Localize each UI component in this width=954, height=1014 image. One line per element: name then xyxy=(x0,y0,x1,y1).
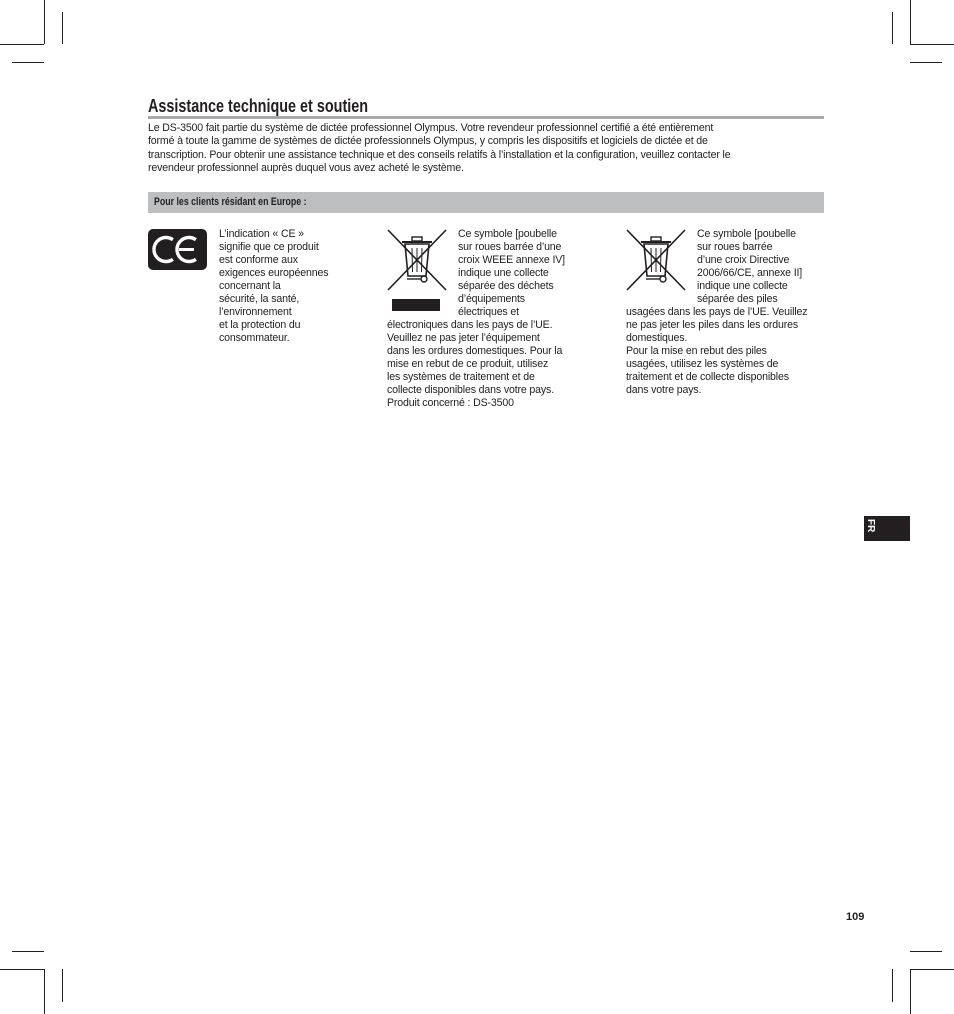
battery-crossed-out-bin-icon xyxy=(626,229,686,291)
crop-mark xyxy=(910,951,942,952)
crop-mark xyxy=(892,969,893,1002)
ce-line: concernant la xyxy=(219,280,281,292)
crop-mark xyxy=(910,44,954,45)
weee-line: croix WEEE annexe IV] xyxy=(458,254,565,266)
weee-line: sur roues barrée d’une xyxy=(458,241,562,253)
crop-mark xyxy=(910,0,911,44)
section-heading-band xyxy=(148,192,824,213)
weee-crossed-out-bin-icon xyxy=(387,229,447,291)
battery-line: indique une collecte xyxy=(697,280,788,292)
weee-line: électroniques dans les pays de l’UE. xyxy=(387,319,553,331)
weee-line: mise en rebut de ce produit, utilisez xyxy=(387,358,549,370)
page-title-text: Assistance technique et soutien xyxy=(148,96,369,116)
ce-line: L’indication « CE » xyxy=(219,228,304,240)
battery-line: usagées, utilisez les systèmes de xyxy=(626,358,779,370)
intro-line: transcription. Pour obtenir une assistance technique et des conseils relatifs à l’installation et la configuration, veuillez contacter le xyxy=(148,148,731,161)
ce-line: l’environnement xyxy=(219,306,292,318)
battery-description-full xyxy=(626,306,807,397)
weee-line: Veuillez ne pas jeter l’équipement xyxy=(387,332,540,344)
title-rule xyxy=(148,116,824,119)
intro-line: formé à toute la gamme de systèmes de dictée professionnels Olympus, y compris les dispositifs et logiciels de dictée et de xyxy=(148,135,708,148)
weee-line: électriques et xyxy=(458,306,519,318)
weee-description-wrap xyxy=(458,228,565,319)
ce-description xyxy=(219,228,328,345)
battery-line: Ce symbole [poubelle xyxy=(697,228,796,240)
crop-mark xyxy=(0,44,44,45)
battery-line: 2006/66/CE, annexe II] xyxy=(697,267,803,279)
battery-line: usagées dans les pays de l’UE. Veuillez xyxy=(626,306,808,318)
weee-line: les systèmes de traitement et de xyxy=(387,371,535,383)
battery-description-wrap xyxy=(697,228,802,306)
crop-mark xyxy=(910,969,954,970)
intro-line: revendeur professionnel auprès duquel vous avez acheté le système. xyxy=(148,161,464,174)
weee-line: indique une collecte xyxy=(458,267,549,279)
crop-mark xyxy=(892,12,893,44)
crop-mark xyxy=(62,12,63,44)
crop-mark xyxy=(910,969,911,1014)
weee-date-bar xyxy=(392,299,440,311)
weee-line: Produit concerné : DS-3500 xyxy=(387,397,514,409)
crop-mark xyxy=(44,0,45,44)
language-tab xyxy=(864,516,910,541)
ce-line: signifie que ce produit xyxy=(219,241,319,253)
intro-paragraph xyxy=(148,122,730,175)
ce-line: sécurité, la santé, xyxy=(219,293,300,305)
crop-mark xyxy=(910,62,942,63)
ce-line: exigences européennes xyxy=(219,267,329,279)
crop-mark xyxy=(62,969,63,1002)
section-heading: Pour les clients résidant en Europe : xyxy=(154,196,307,208)
battery-line: domestiques. xyxy=(626,332,688,344)
battery-line: sur roues barrée xyxy=(697,241,773,253)
page-number: 109 xyxy=(846,911,865,923)
ce-line: consommateur. xyxy=(219,332,290,344)
weee-line: d’équipements xyxy=(458,293,525,305)
battery-line: Pour la mise en rebut des piles xyxy=(626,345,767,357)
ce-line: est conforme aux xyxy=(219,254,298,266)
battery-line: séparée des piles xyxy=(697,293,778,305)
language-tab-label: FR xyxy=(865,519,876,533)
ce-mark-icon xyxy=(148,229,207,270)
weee-line: Ce symbole [poubelle xyxy=(458,228,557,240)
battery-line: dans votre pays. xyxy=(626,384,702,396)
battery-line: d’une croix Directive xyxy=(697,254,790,266)
weee-line: séparée des déchets xyxy=(458,280,554,292)
ce-line: et la protection du xyxy=(219,319,301,331)
page-title xyxy=(148,95,423,117)
crop-mark xyxy=(0,969,44,970)
weee-line: collecte disponibles dans votre pays. xyxy=(387,384,554,396)
crop-mark xyxy=(44,969,45,1014)
weee-description-full xyxy=(387,319,562,410)
battery-line: ne pas jeter les piles dans les ordures xyxy=(626,319,798,331)
battery-line: traitement et de collecte disponibles xyxy=(626,371,789,383)
weee-line: dans les ordures domestiques. Pour la xyxy=(387,345,563,357)
intro-line: Le DS-3500 fait partie du système de dictée professionnel Olympus. Votre revendeur professionnel certifié a été entièrement xyxy=(148,122,714,134)
crop-mark xyxy=(12,62,44,63)
crop-mark xyxy=(12,951,44,952)
